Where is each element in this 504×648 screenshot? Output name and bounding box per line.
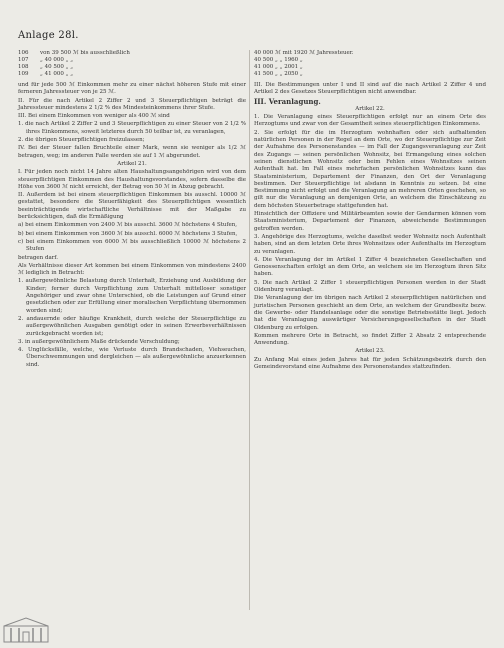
paragraph: III. Bei einem Einkommen von weniger als 400 ℳ sind — [18, 113, 170, 120]
left-column — [18, 50, 246, 370]
table-row: 40 000 ℳ mit 1920 ℳ Jahressteuer. — [254, 50, 354, 56]
paragraph: II. Für die nach Artikel 2 Ziffer 2 und 3 Steuerpflichtigen beträgt die Jahressteuer mindestens 2 1/2 % des Mindesteinkommens ihrer Stufe. — [18, 97, 246, 111]
list-item: 3. in außergewöhnlichem Maße drückende Verschuldung; — [18, 338, 180, 345]
paragraph: und für jede 500 ℳ Einkommen mehr zu einer nächst höheren Stufe mit einer ferneren Jahressteuer von je 25 ℳ. — [18, 82, 246, 96]
list-item: a) bei einem Einkommen von 2400 ℳ bis ausschl. 3600 ℳ höchstens 4 Stufen, — [18, 222, 238, 229]
article-heading: Artikel 21. — [117, 160, 147, 167]
article-heading: Artikel 23. — [355, 348, 385, 355]
paragraph: 4. Die Veranlagung der im Artikel 1 Ziffer 4 bezeichneten Gesellschaften und Genossenschaften erfolgt an dem Orte, an welchem sie im Herzogtum ihren Sitz haben. — [254, 256, 486, 278]
paragraph: Kommen mehrere Orte in Betracht, so findet Ziffer 2 Absatz 2 entsprechende Anwendung. — [254, 332, 486, 347]
tax-table-right — [254, 50, 486, 78]
paragraph: betragen darf. — [18, 254, 58, 261]
list-item: 4. Unglücksfälle, welche, wie Verluste durch Brandschaden, Viehseuchen, Überschwemmungen und dergleichen — als außergewöhnliche anzuerkennen sind. — [18, 347, 246, 368]
column-divider — [249, 50, 250, 610]
tax-table-left — [18, 50, 246, 78]
list-item: b) bei einem Einkommen von 3600 ℳ bis ausschl. 6000 ℳ höchstens 3 Stufen, — [18, 230, 238, 237]
table-row: 40 500 „ „ 1960 „ — [254, 57, 303, 63]
library-building-logo — [2, 616, 50, 644]
table-row: 109 „ 41 000 „ „ — [18, 71, 74, 77]
table-row: 107 „ 40 000 „ „ — [18, 57, 74, 63]
paragraph: Hinsichtlich der Offiziere und Militärbeamten sowie der Gendarmen können vom Staatsministerium, Departement der Finanzen, abweichende Bestimmungen getroffen werden. — [254, 211, 486, 232]
list-item: 1. außergewöhnliche Belastung durch Unterhalt, Erziehung und Ausbildung der Kinder; ferner durch Verpflichtung zum Unterhalt mittelloser sonstiger Angehöriger und zwar ohne Unterschied, ob die Leistungen auf Grund einer gesetzlichen oder zur Erfüllung einer moralischen Verpflichtung übernommen worden sind; — [18, 278, 246, 314]
paragraph: 3. Angehörige des Herzogtums, welche daselbst weder Wohnsitz noch Aufenthalt haben, sind an dem letzten Orte ihres Wohnsitzes oder Aufenthalts im Herzogtum zu veranlagen. — [254, 233, 486, 255]
paragraph: Die Veranlagung der im übrigen nach Artikel 2 steuerpflichtigen natürlichen und juristischen Personen geschieht an dem Orte, an welchem der Grundbesitz bezw. die Gewerbe- oder Handelsanlage oder die sonstige Betriebsstätte liegt. Jedoch hat die Veranlagung auswärtiger Versicherungsgesellschaften in der Stadt Oldenburg zu erfolgen. — [254, 295, 486, 331]
list-item: 2. andauernde oder häufige Krankheit, durch welche der Steuerpflichtige zu außergewöhnlichen Ausgaben genötigt oder in seinen Erwerbsverhältnissen zurückgebracht worden ist; — [18, 315, 246, 337]
page-header: Anlage 28l. — [18, 30, 79, 41]
paragraph: I. Für jeden noch nicht 14 Jahre alten Haushaltungsangehörigen wird von dem steuerpflichtigen Einkommen des Haushaltungsvorstandes, sofern dasselbe die Höhe von 3600 ℳ nicht erreicht, der Betrag von 50 ℳ in Abzug gebracht. — [18, 169, 246, 190]
table-row: 108 „ 40 500 „ „ — [18, 64, 74, 70]
article-heading: Artikel 22. — [355, 105, 385, 112]
paragraph: 2. Sie erfolgt für die im Herzogtum wohnhaften oder sich aufhaltenden natürlichen Personen in der Regel an dem Orte, wo der Steuerpflichtige zur Zeit der Aufnahme des Personenstandes — im Fall der Zugangsveranlagung zur Zeit des Zugangs — seinen persönlichen Wohnsitz, bei Ermangelung eines solchen seinen dienstlichen Wohnsitz oder beim Fehlen eines Wohnsitzes seinen Aufenthalt hat. Im Fall eines mehrfachen persönlichen Wohnsitzes kann das Staatsministerium, Departement der Finanzen, den Ort der Veranlagung bestimmen. Der Steuerpflichtige ist alsdann in Kenntnis zu setzen. Ist eine Bestimmung nicht erfolgt und die Veranlagung an mehreren Orten geschehen, so gilt nur die Veranlagung an demjenigen Orte, an welchem die Einschätzung zu dem höchsten Steuerbetrage stattgefunden hat. — [254, 129, 486, 209]
paragraph: IV. Bei der Steuer fallen Bruchteile einer Mark, wenn sie weniger als 1/2 ℳ betragen, weg; im anderen Falle werden sie auf 1 ℳ abgerundet. — [18, 145, 246, 159]
paragraph: II. Außerdem ist bei einem steuerpflichtigen Einkommen bis ausschl. 10000 ℳ gestattet, besondere die Steuerfähigkeit des Steuerpflichtigen wesentlich beeinträchtigende wirtschaftliche Verhältnisse mit der Maßgabe zu berücksichtigen, daß die Ermäßigung — [18, 192, 246, 221]
paragraph: 5. Die nach Artikel 2 Ziffer 1 steuerpflichtigen Personen werden in der Stadt Oldenburg veranlagt. — [254, 279, 486, 294]
section-heading: III. Veranlagung. — [254, 96, 321, 106]
table-row: 41 000 „ „ 2001 „ — [254, 64, 303, 70]
paragraph: Zu Anfang Mai eines jeden Jahres hat für jeden Schätzungsbezirk durch den Gemeindevorstand eine Aufnahme des Personenstandes stattzufinden. — [254, 356, 486, 370]
table-row: 106 von 39 500 ℳ bis ausschließlich — [18, 50, 130, 56]
right-column — [254, 50, 486, 372]
paragraph: 1. Die Veranlagung eines Steuerpflichtigen erfolgt nur an einem Orte des Herzogtums und zwar von der Gesamtheit seines steuerpflichtigen Einkommens. — [254, 114, 486, 128]
table-row: 41 500 „ „ 2050 „ — [254, 71, 303, 77]
list-item: 1. die nach Artikel 2 Ziffer 2 und 3 Steuerpflichtigen zu einer Steuer von 2 1/2 % ihres Einkommens, soweit letzteres durch 50 teilbar ist, zu veranlagen, — [18, 121, 246, 135]
paragraph: III. Die Bestimmungen unter I und II sind auf die nach Artikel 2 Ziffer 4 und Artikel 2 des Gesetzes Steuerpflichtigen nicht anwendbar. — [254, 82, 486, 96]
paragraph: Als Verhältnisse dieser Art kommen bei einem Einkommen von mindestens 2400 ℳ lediglich in Betracht: — [18, 262, 246, 277]
list-item: 2. die übrigen Steuerpflichtigen freizulassen; — [18, 137, 145, 144]
list-item: c) bei einem Einkommen von 6000 ℳ bis ausschließlich 10000 ℳ höchstens 2 Stufen — [18, 238, 246, 253]
